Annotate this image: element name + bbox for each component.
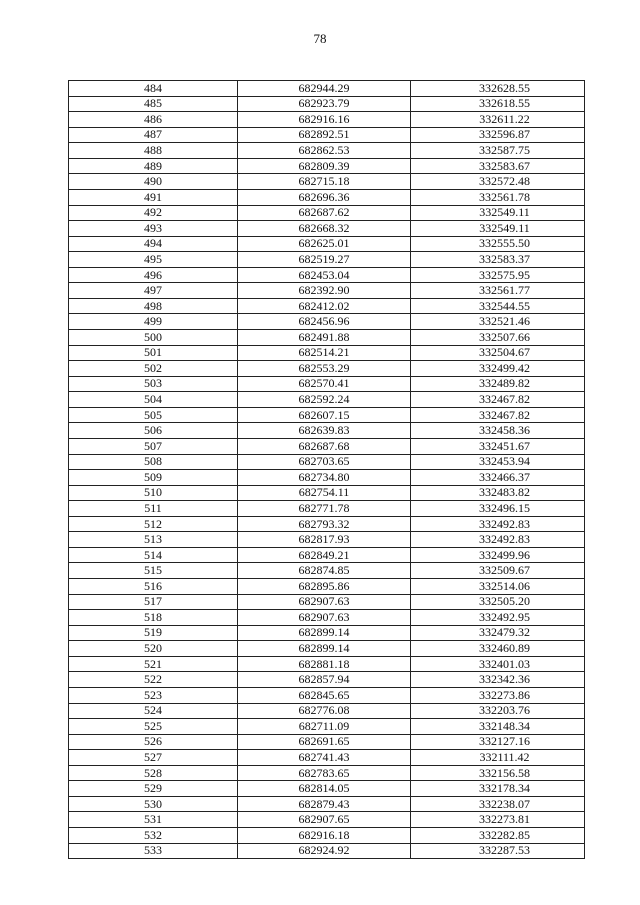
table-row bbox=[69, 376, 585, 392]
y-coordinate-cell bbox=[411, 174, 585, 190]
x-coordinate-cell: 682639.83 bbox=[238, 423, 411, 439]
table-row bbox=[69, 330, 585, 346]
table-row bbox=[69, 625, 585, 641]
y-coordinate-value: 332505.20 bbox=[479, 594, 530, 609]
table-row bbox=[69, 112, 585, 128]
y-coordinate-value: 332504.67 bbox=[479, 345, 530, 360]
y-coordinate-cell bbox=[411, 781, 585, 797]
table-row bbox=[69, 361, 585, 377]
point-number-cell: 491 bbox=[69, 189, 238, 205]
point-number-cell: 490 bbox=[69, 174, 238, 190]
y-coordinate-cell bbox=[411, 765, 585, 781]
table-row bbox=[69, 81, 585, 97]
point-number-cell: 498 bbox=[69, 298, 238, 314]
x-coordinate-cell: 682453.04 bbox=[238, 267, 411, 283]
x-coordinate-cell: 682734.80 bbox=[238, 470, 411, 486]
point-number-cell: 493 bbox=[69, 221, 238, 237]
y-coordinate-cell bbox=[411, 812, 585, 828]
point-number-cell: 514 bbox=[69, 547, 238, 563]
table-row bbox=[69, 781, 585, 797]
table-row bbox=[69, 267, 585, 283]
y-coordinate-value: 332507.66 bbox=[479, 329, 530, 344]
y-coordinate-cell bbox=[411, 158, 585, 174]
point-number-cell: 492 bbox=[69, 205, 238, 221]
x-coordinate-cell: 682924.92 bbox=[238, 843, 411, 859]
point-number-cell: 484 bbox=[69, 81, 238, 97]
y-coordinate-value: 332575.95 bbox=[479, 267, 530, 282]
table-row bbox=[69, 641, 585, 657]
x-coordinate-cell: 682881.18 bbox=[238, 656, 411, 672]
x-coordinate-cell: 682691.65 bbox=[238, 734, 411, 750]
point-number-cell: 511 bbox=[69, 501, 238, 517]
y-coordinate-cell bbox=[411, 205, 585, 221]
table-row bbox=[69, 563, 585, 579]
x-coordinate-cell: 682687.62 bbox=[238, 205, 411, 221]
table-row bbox=[69, 205, 585, 221]
y-coordinate-value: 332401.03 bbox=[479, 656, 530, 671]
point-number-cell: 521 bbox=[69, 656, 238, 672]
point-number-cell: 496 bbox=[69, 267, 238, 283]
y-coordinate-value: 332628.55 bbox=[479, 80, 530, 95]
point-number-cell: 510 bbox=[69, 485, 238, 501]
y-coordinate-cell bbox=[411, 330, 585, 346]
y-coordinate-value: 332492.83 bbox=[479, 516, 530, 531]
point-number-cell: 532 bbox=[69, 828, 238, 844]
y-coordinate-cell bbox=[411, 236, 585, 252]
x-coordinate-cell: 682553.29 bbox=[238, 361, 411, 377]
point-number-cell: 530 bbox=[69, 796, 238, 812]
x-coordinate-cell: 682696.36 bbox=[238, 189, 411, 205]
x-coordinate-cell: 682491.88 bbox=[238, 330, 411, 346]
x-coordinate-cell: 682776.08 bbox=[238, 703, 411, 719]
y-coordinate-cell bbox=[411, 407, 585, 423]
y-coordinate-value: 332555.50 bbox=[479, 236, 530, 251]
point-number-cell: 515 bbox=[69, 563, 238, 579]
table-row bbox=[69, 656, 585, 672]
y-coordinate-value: 332521.46 bbox=[479, 314, 530, 329]
x-coordinate-cell: 682857.94 bbox=[238, 672, 411, 688]
table-row bbox=[69, 221, 585, 237]
x-coordinate-cell: 682809.39 bbox=[238, 158, 411, 174]
y-coordinate-value: 332561.78 bbox=[479, 189, 530, 204]
table-row bbox=[69, 438, 585, 454]
table-row bbox=[69, 594, 585, 610]
y-coordinate-cell bbox=[411, 703, 585, 719]
table-row bbox=[69, 127, 585, 143]
point-number-cell: 525 bbox=[69, 719, 238, 735]
table-row bbox=[69, 392, 585, 408]
x-coordinate-cell: 682899.14 bbox=[238, 641, 411, 657]
x-coordinate-cell: 682741.43 bbox=[238, 750, 411, 766]
x-coordinate-cell: 682771.78 bbox=[238, 501, 411, 517]
x-coordinate-cell: 682874.85 bbox=[238, 563, 411, 579]
y-coordinate-cell bbox=[411, 361, 585, 377]
y-coordinate-cell bbox=[411, 719, 585, 735]
x-coordinate-cell: 682625.01 bbox=[238, 236, 411, 252]
point-number-cell: 499 bbox=[69, 314, 238, 330]
y-coordinate-value: 332178.34 bbox=[479, 781, 530, 796]
table-row bbox=[69, 236, 585, 252]
point-number-cell: 487 bbox=[69, 127, 238, 143]
table-row bbox=[69, 189, 585, 205]
x-coordinate-cell: 682944.29 bbox=[238, 81, 411, 97]
table-row bbox=[69, 796, 585, 812]
table-row bbox=[69, 765, 585, 781]
point-number-cell: 506 bbox=[69, 423, 238, 439]
x-coordinate-cell: 682814.05 bbox=[238, 781, 411, 797]
point-number-cell: 508 bbox=[69, 454, 238, 470]
table-row bbox=[69, 96, 585, 112]
table-row bbox=[69, 843, 585, 859]
y-coordinate-cell bbox=[411, 267, 585, 283]
x-coordinate-cell: 682456.96 bbox=[238, 314, 411, 330]
point-number-cell: 501 bbox=[69, 345, 238, 361]
table-row bbox=[69, 547, 585, 563]
y-coordinate-value: 332611.22 bbox=[479, 111, 530, 126]
point-number-cell: 528 bbox=[69, 765, 238, 781]
x-coordinate-cell: 682570.41 bbox=[238, 376, 411, 392]
point-number-cell: 503 bbox=[69, 376, 238, 392]
x-coordinate-cell: 682668.32 bbox=[238, 221, 411, 237]
y-coordinate-value: 332483.82 bbox=[479, 485, 530, 500]
point-number-cell: 485 bbox=[69, 96, 238, 112]
y-coordinate-cell bbox=[411, 189, 585, 205]
x-coordinate-cell: 682514.21 bbox=[238, 345, 411, 361]
y-coordinate-value: 332451.67 bbox=[479, 438, 530, 453]
table-row bbox=[69, 158, 585, 174]
table-row bbox=[69, 610, 585, 626]
y-coordinate-cell bbox=[411, 672, 585, 688]
y-coordinate-cell bbox=[411, 298, 585, 314]
y-coordinate-cell bbox=[411, 750, 585, 766]
point-number-cell: 524 bbox=[69, 703, 238, 719]
y-coordinate-cell bbox=[411, 594, 585, 610]
y-coordinate-cell bbox=[411, 221, 585, 237]
y-coordinate-cell bbox=[411, 579, 585, 595]
y-coordinate-cell bbox=[411, 252, 585, 268]
y-coordinate-value: 332587.75 bbox=[479, 143, 530, 158]
y-coordinate-cell bbox=[411, 734, 585, 750]
y-coordinate-value: 332572.48 bbox=[479, 174, 530, 189]
x-coordinate-cell: 682703.65 bbox=[238, 454, 411, 470]
point-number-cell: 529 bbox=[69, 781, 238, 797]
point-number-cell: 486 bbox=[69, 112, 238, 128]
point-number-cell: 507 bbox=[69, 438, 238, 454]
y-coordinate-cell bbox=[411, 563, 585, 579]
point-number-cell: 512 bbox=[69, 516, 238, 532]
y-coordinate-cell bbox=[411, 516, 585, 532]
x-coordinate-cell: 682817.93 bbox=[238, 532, 411, 548]
point-number-cell: 500 bbox=[69, 330, 238, 346]
table-row bbox=[69, 407, 585, 423]
point-number-cell: 495 bbox=[69, 252, 238, 268]
point-number-cell: 502 bbox=[69, 361, 238, 377]
y-coordinate-cell bbox=[411, 345, 585, 361]
point-number-cell: 513 bbox=[69, 532, 238, 548]
y-coordinate-value: 332561.77 bbox=[479, 283, 530, 298]
x-coordinate-cell: 682783.65 bbox=[238, 765, 411, 781]
y-coordinate-cell bbox=[411, 828, 585, 844]
y-coordinate-value: 332489.82 bbox=[479, 376, 530, 391]
x-coordinate-cell: 682895.86 bbox=[238, 579, 411, 595]
x-coordinate-cell: 682916.18 bbox=[238, 828, 411, 844]
x-coordinate-cell: 682412.02 bbox=[238, 298, 411, 314]
point-number-cell: 523 bbox=[69, 687, 238, 703]
y-coordinate-cell bbox=[411, 501, 585, 517]
x-coordinate-cell: 682899.14 bbox=[238, 625, 411, 641]
table-row bbox=[69, 345, 585, 361]
point-number-cell: 488 bbox=[69, 143, 238, 159]
y-coordinate-value: 332583.37 bbox=[479, 251, 530, 266]
coordinates-table-body bbox=[69, 81, 585, 859]
y-coordinate-cell bbox=[411, 610, 585, 626]
y-coordinate-value: 332499.42 bbox=[479, 360, 530, 375]
y-coordinate-cell bbox=[411, 454, 585, 470]
table-row bbox=[69, 454, 585, 470]
x-coordinate-cell: 682715.18 bbox=[238, 174, 411, 190]
x-coordinate-cell: 682754.11 bbox=[238, 485, 411, 501]
y-coordinate-value: 332467.82 bbox=[479, 407, 530, 422]
point-number-cell: 497 bbox=[69, 283, 238, 299]
table-row bbox=[69, 828, 585, 844]
y-coordinate-cell bbox=[411, 485, 585, 501]
y-coordinate-cell bbox=[411, 112, 585, 128]
x-coordinate-cell: 682916.16 bbox=[238, 112, 411, 128]
x-coordinate-cell: 682519.27 bbox=[238, 252, 411, 268]
table-row bbox=[69, 516, 585, 532]
point-number-cell: 489 bbox=[69, 158, 238, 174]
point-number-cell: 517 bbox=[69, 594, 238, 610]
table-row bbox=[69, 719, 585, 735]
point-number-cell: 533 bbox=[69, 843, 238, 859]
x-coordinate-cell: 682907.63 bbox=[238, 610, 411, 626]
point-number-cell: 494 bbox=[69, 236, 238, 252]
table-row bbox=[69, 298, 585, 314]
y-coordinate-value: 332544.55 bbox=[479, 298, 530, 313]
y-coordinate-value: 332273.86 bbox=[479, 687, 530, 702]
table-row bbox=[69, 283, 585, 299]
point-number-cell: 526 bbox=[69, 734, 238, 750]
y-coordinate-value: 332492.83 bbox=[479, 532, 530, 547]
x-coordinate-cell: 682907.63 bbox=[238, 594, 411, 610]
y-coordinate-value: 332458.36 bbox=[479, 423, 530, 438]
y-coordinate-value: 332618.55 bbox=[479, 96, 530, 111]
x-coordinate-cell: 682849.21 bbox=[238, 547, 411, 563]
point-number-cell: 519 bbox=[69, 625, 238, 641]
table-row bbox=[69, 750, 585, 766]
table-row bbox=[69, 734, 585, 750]
y-coordinate-cell bbox=[411, 392, 585, 408]
y-coordinate-value: 332238.07 bbox=[479, 796, 530, 811]
y-coordinate-value: 332282.85 bbox=[479, 827, 530, 842]
table-row bbox=[69, 314, 585, 330]
page-number: 78 bbox=[313, 31, 327, 46]
y-coordinate-cell bbox=[411, 283, 585, 299]
point-number-cell: 522 bbox=[69, 672, 238, 688]
x-coordinate-cell: 682892.51 bbox=[238, 127, 411, 143]
y-coordinate-value: 332453.94 bbox=[479, 454, 530, 469]
y-coordinate-value: 332492.95 bbox=[479, 609, 530, 624]
point-number-cell: 518 bbox=[69, 610, 238, 626]
x-coordinate-cell: 682862.53 bbox=[238, 143, 411, 159]
y-coordinate-cell bbox=[411, 438, 585, 454]
table-row bbox=[69, 501, 585, 517]
x-coordinate-cell: 682793.32 bbox=[238, 516, 411, 532]
x-coordinate-cell: 682687.68 bbox=[238, 438, 411, 454]
y-coordinate-value: 332127.16 bbox=[479, 734, 530, 749]
coordinates-table bbox=[68, 80, 585, 859]
y-coordinate-cell bbox=[411, 314, 585, 330]
y-coordinate-cell bbox=[411, 532, 585, 548]
y-coordinate-value: 332287.53 bbox=[479, 843, 530, 858]
y-coordinate-value: 332460.89 bbox=[479, 641, 530, 656]
y-coordinate-value: 332479.32 bbox=[479, 625, 530, 640]
y-coordinate-value: 332467.82 bbox=[479, 392, 530, 407]
point-number-cell: 531 bbox=[69, 812, 238, 828]
point-number-cell: 520 bbox=[69, 641, 238, 657]
y-coordinate-cell bbox=[411, 376, 585, 392]
point-number-cell: 504 bbox=[69, 392, 238, 408]
table-row bbox=[69, 470, 585, 486]
x-coordinate-cell: 682923.79 bbox=[238, 96, 411, 112]
table-row bbox=[69, 703, 585, 719]
y-coordinate-value: 332596.87 bbox=[479, 127, 530, 142]
y-coordinate-cell bbox=[411, 81, 585, 97]
y-coordinate-cell bbox=[411, 143, 585, 159]
y-coordinate-value: 332148.34 bbox=[479, 718, 530, 733]
y-coordinate-cell bbox=[411, 843, 585, 859]
point-number-cell: 509 bbox=[69, 470, 238, 486]
x-coordinate-cell: 682607.15 bbox=[238, 407, 411, 423]
y-coordinate-cell bbox=[411, 687, 585, 703]
x-coordinate-cell: 682907.65 bbox=[238, 812, 411, 828]
y-coordinate-cell bbox=[411, 96, 585, 112]
y-coordinate-value: 332549.11 bbox=[479, 220, 530, 235]
point-number-cell: 505 bbox=[69, 407, 238, 423]
point-number-cell: 527 bbox=[69, 750, 238, 766]
y-coordinate-value: 332496.15 bbox=[479, 500, 530, 515]
y-coordinate-value: 332111.42 bbox=[479, 749, 530, 764]
y-coordinate-value: 332156.58 bbox=[479, 765, 530, 780]
y-coordinate-cell bbox=[411, 127, 585, 143]
table-row bbox=[69, 485, 585, 501]
table-row bbox=[69, 174, 585, 190]
x-coordinate-cell: 682845.65 bbox=[238, 687, 411, 703]
y-coordinate-value: 332466.37 bbox=[479, 469, 530, 484]
y-coordinate-value: 332499.96 bbox=[479, 547, 530, 562]
y-coordinate-value: 332549.11 bbox=[479, 205, 530, 220]
table-row bbox=[69, 672, 585, 688]
y-coordinate-value: 332509.67 bbox=[479, 563, 530, 578]
point-number-cell: 516 bbox=[69, 579, 238, 595]
x-coordinate-cell: 682879.43 bbox=[238, 796, 411, 812]
x-coordinate-cell: 682392.90 bbox=[238, 283, 411, 299]
y-coordinate-cell bbox=[411, 625, 585, 641]
y-coordinate-value: 332342.36 bbox=[479, 672, 530, 687]
y-coordinate-value: 332583.67 bbox=[479, 158, 530, 173]
table-row bbox=[69, 423, 585, 439]
table-row bbox=[69, 532, 585, 548]
table-row bbox=[69, 579, 585, 595]
y-coordinate-cell bbox=[411, 423, 585, 439]
y-coordinate-value: 332273.81 bbox=[479, 812, 530, 827]
table-row bbox=[69, 252, 585, 268]
y-coordinate-cell bbox=[411, 470, 585, 486]
y-coordinate-cell bbox=[411, 547, 585, 563]
x-coordinate-cell: 682711.09 bbox=[238, 719, 411, 735]
table-row bbox=[69, 687, 585, 703]
y-coordinate-cell bbox=[411, 656, 585, 672]
y-coordinate-cell bbox=[411, 641, 585, 657]
table-row bbox=[69, 812, 585, 828]
y-coordinate-value: 332203.76 bbox=[479, 703, 530, 718]
x-coordinate-cell: 682592.24 bbox=[238, 392, 411, 408]
y-coordinate-cell bbox=[411, 796, 585, 812]
y-coordinate-value: 332514.06 bbox=[479, 578, 530, 593]
table-row bbox=[69, 143, 585, 159]
